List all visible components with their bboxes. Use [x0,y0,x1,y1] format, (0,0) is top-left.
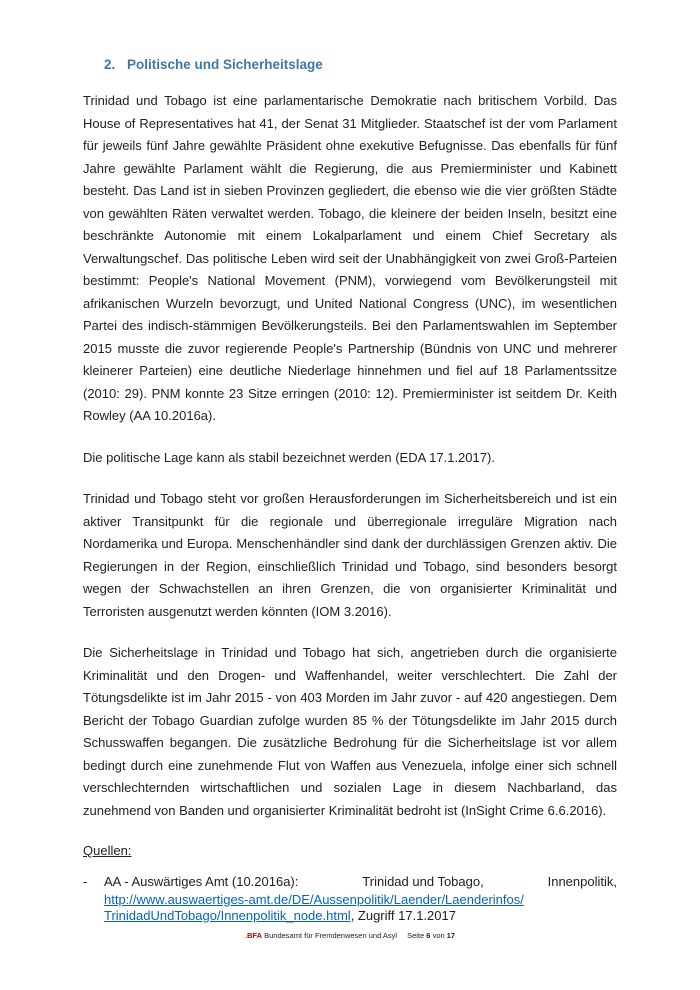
of-label: von [432,931,445,940]
footer-page-info [407,931,455,940]
source-bullet: - [83,874,88,889]
source-hyperlink-part-2[interactable]: TrinidadUndTobago/Innenpolitik_node.html [104,908,351,923]
total-pages: 17 [446,931,456,940]
page-footer [0,931,700,941]
source-topic: Innenpolitik, [547,874,617,889]
body-paragraph-4: Die Sicherheitslage in Trinidad und Tobago hat sich, angetrieben durch die organisierte Kriminalität und den Drogen- und Waffenhandel, weiter verschlechtert. Die Zahl der Tötungsdelikte ist im Jahr 2015 - von 403 Morden im Jahr zuvor - auf 420 angestiegen. Dem Bericht der Tobago Guardian zufolge wurden 85 % der Tötungsdelikte im Jahr 2015 durch Schusswaffen begangen. Die zusätzliche Bedrohung für die Sicherheitslage ist vor allem bedingt durch eine zunehmende Flut von Waffen aus Venezuela, infolge einer sich schnell verschlechternden wirtschaftlichen und sozialen Lage in diesem Nachbarland, das zunehmend von Banden und organisierter Kriminalität bedroht ist (InSight Crime 6.6.2016). [83,645,617,818]
section-title: Politische und Sicherheitslage [127,57,323,72]
source-access-date: , Zugriff 17.1.2017 [350,908,456,923]
footer-organization: Bundesamt für Fremdenwesen und Asyl [264,931,398,940]
section-heading [104,55,617,75]
page-label: Seite [407,931,425,940]
bfa-logo: BFA [247,931,262,940]
source-entry [83,873,617,924]
page-number: 6 [426,931,431,940]
body-paragraph-2: Die politische Lage kann als stabil bezeichnet werden (EDA 17.1.2017). [83,449,495,465]
source-body [104,873,617,924]
body-paragraph-3: Trinidad und Tobago steht vor großen Herausforderungen im Sicherheitsbereich und ist ein aktiver Transitpunkt für die regionale und überregionale irreguläre Migration nach Nordamerika und Europa. Menschenhändler sind dank der durchlässigen Grenzen aktiv. Die Regierungen in der Region, einschließlich Trinidad und Tobago, sind besonders besorgt wegen der Schwachstellen an ihren Grenzen, die von organisierter Kriminalität und Terroristen ausgenutzt werden könnten (IOM 3.2016). [83,491,617,619]
source-hyperlink-part-1[interactable]: http://www.auswaertiges-amt.de/DE/Aussenpolitik/Laender/Laenderinfos/ [104,892,524,907]
footer-dot: . [244,931,247,940]
body-paragraph-1: Trinidad und Tobago ist eine parlamentarische Demokratie nach britischem Vorbild. Das House of Representatives hat 41, der Senat 31 Mitglieder. Staatschef ist der vom Parlament für jeweils fünf Jahre gewählte Präsident ohne exekutive Befugnisse. Das ebenfalls für fünf Jahre gewählte Parlament wählt die Regierung, die aus Premierminister und Kabinett besteht. Das Land ist in sieben Provinzen gegliedert, die ebenso wie die vier größten Städte von gewählten Räten verwaltet werden. Tobago, die kleinere der beiden Inseln, besitzt eine beschränkte Autonomie mit einem Lokalparlament und einem Chief Secretary als Verwaltungschef. Das politische Leben wird seit der Unabhängigkeit von zwei Groß-Parteien bestimmt: People's National Movement (PNM), vorwiegend vom Bevölkerungsteil mit afrikanischen Wurzeln bevorzugt, und United National Congress (UNC), im wesentlichen Partei des indisch-stämmigen Bevölkerungsteils. Bei den Parlamentswahlen im September 2015 musste die zuvor regierende People's Partnership (Bündnis von UNC und mehrerer kleinerer Parteien) eine deutliche Niederlage hinnehmen und fiel auf 18 Parlamentssitze (2010: 29). PNM konnte 23 Sitze erringen (2010: 12). Premierminister ist seitdem Dr. Keith Rowley (AA 10.2016a). [83,93,617,423]
source-author: AA - Auswärtiges Amt (10.2016a): [104,874,299,889]
sources-heading-label: Quellen: [83,843,132,858]
source-url-line-1 [104,892,617,908]
section-number: 2. [104,57,116,72]
sources-heading [83,841,617,861]
source-citation-line [104,873,617,890]
source-work: Trinidad und Tobago, [362,874,484,889]
source-url-line-2 [104,908,617,924]
